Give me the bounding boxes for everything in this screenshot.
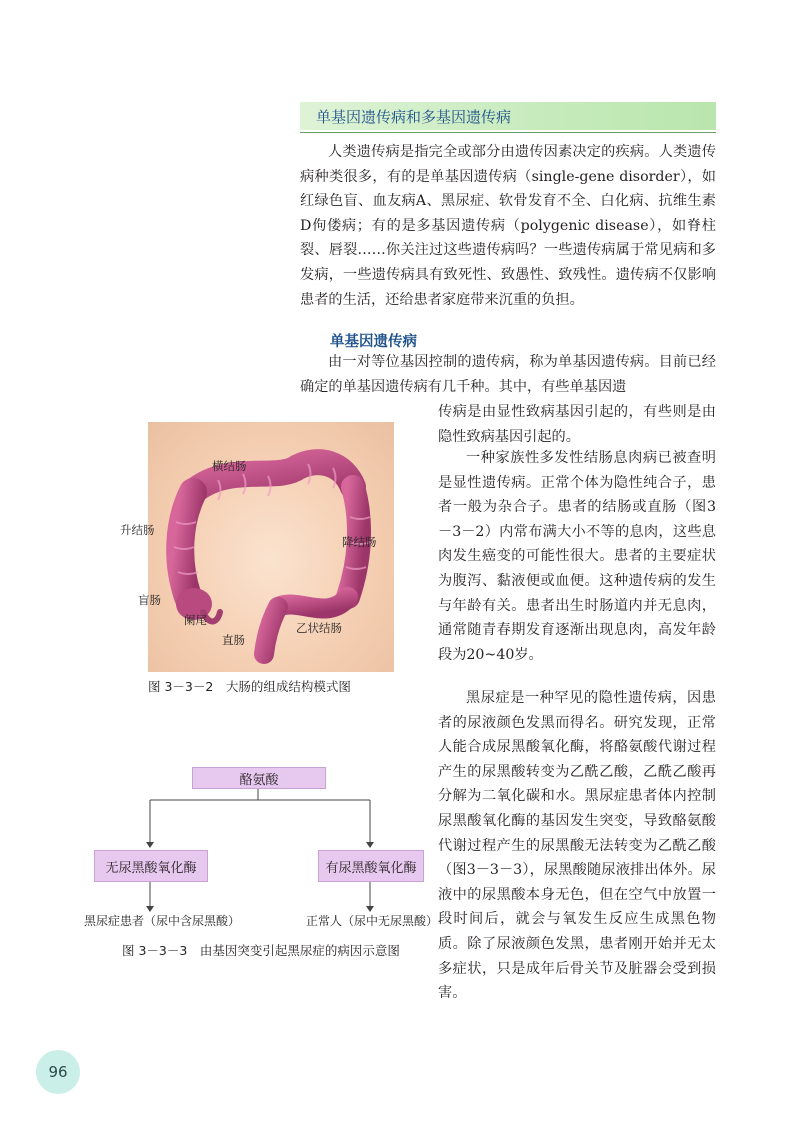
intro-paragraph: 人类遗传病是指完全或部分由遗传因素决定的疾病。人类遗传病种类很多，有的是单基因遗传病（single-gene disorder），如红绿色盲、血友病A、黑尿症、软骨发育不全、白化病、抗维生素D佝偻病；有的是多基因遗传病（polygenic disease），如脊柱裂、唇裂……你关注过这些遗传病吗？一些遗传病属于常见病和多发病，一些遗传病具有致死性、致愚性、致残性。遗传病不仅影响患者的生活，还给患者家庭带来沉重的负担。 (300, 144, 716, 308)
alkaptonuria-paragraph: 黑尿症是一种罕见的隐性遗传病，因患者的尿液颜色发黑而得名。研究发现，正常人能合成尿黑酸氧化酶，将酪氨酸代谢过程产生的尿黑酸转变为乙酰乙酸，乙酰乙酸再分解为二氧化碳和水。黑尿症患者体内控制尿黑酸氧化酶的基因发生突变，导致酪氨酸代谢过程产生的尿黑酸无法转变为乙酰乙酸（图3－3－3），尿黑酸随尿液排出体外。尿液中的尿黑酸本身无色，但在空气中放置一段时间后，就会与氧发生反应生成黑色物质。除了尿液颜色发黑，患者刚开始并无太多症状，只是成年后骨关节及脏器会受到损害。 (438, 690, 716, 1002)
subsection-title: 单基因遗传病 (330, 334, 417, 350)
figure-caption-pathway: 图 3－3－3 由基因突变引起黑尿症的病因示意图 (122, 943, 400, 958)
label-sigmoid-colon: 乙状结肠 (296, 621, 342, 635)
label-ascending-colon: 升结肠 (120, 523, 155, 537)
label-descending-colon: 降结肠 (342, 535, 377, 549)
result-patient: 黑尿症患者（尿中含尿黑酸） (84, 914, 241, 928)
box-has-enzyme: 有尿黑酸氧化酶 (318, 850, 424, 882)
label-cecum: 盲肠 (138, 593, 161, 607)
single-gene-paragraph-side: 传病是由显性致病基因引起的，有些则是由隐性致病基因引起的。 (438, 404, 716, 445)
label-transverse-colon: 横结肠 (212, 459, 247, 473)
box-tyrosine: 酪氨酸 (192, 767, 326, 789)
figure-caption-colon: 图 3－3－2 大肠的组成结构模式图 (148, 679, 351, 694)
polyposis-paragraph: 一种家族性多发性结肠息肉病已被查明是显性遗传病。正常个体为隐性纯合子，患者一般为杂合子。患者的结肠或直肠（图3－3－2）内常布满大小不等的息肉，这些息肉发生癌变的可能性很大。患者的主要症状为腹泻、黏液便或血便。这种遗传病的发生与年龄有关。患者出生时肠道内并无息肉，通常随青春期发育逐渐出现息肉，高发年龄段为20~40岁。 (438, 450, 716, 663)
label-appendix: 阑尾 (184, 613, 207, 627)
single-gene-paragraph-top: 由一对等位基因控制的遗传病，称为单基因遗传病。目前已经确定的单基因遗传病有几千种。其中，有些单基因遗 (300, 354, 716, 395)
page-number-badge (36, 1050, 80, 1094)
page-number: 96 (48, 1063, 68, 1081)
result-normal: 正常人（尿中无尿黑酸） (306, 914, 439, 928)
box-no-enzyme: 无尿黑酸氧化酶 (94, 850, 208, 882)
section-title: 单基因遗传病和多基因遗传病 (316, 108, 512, 126)
label-rectum: 直肠 (222, 633, 245, 647)
